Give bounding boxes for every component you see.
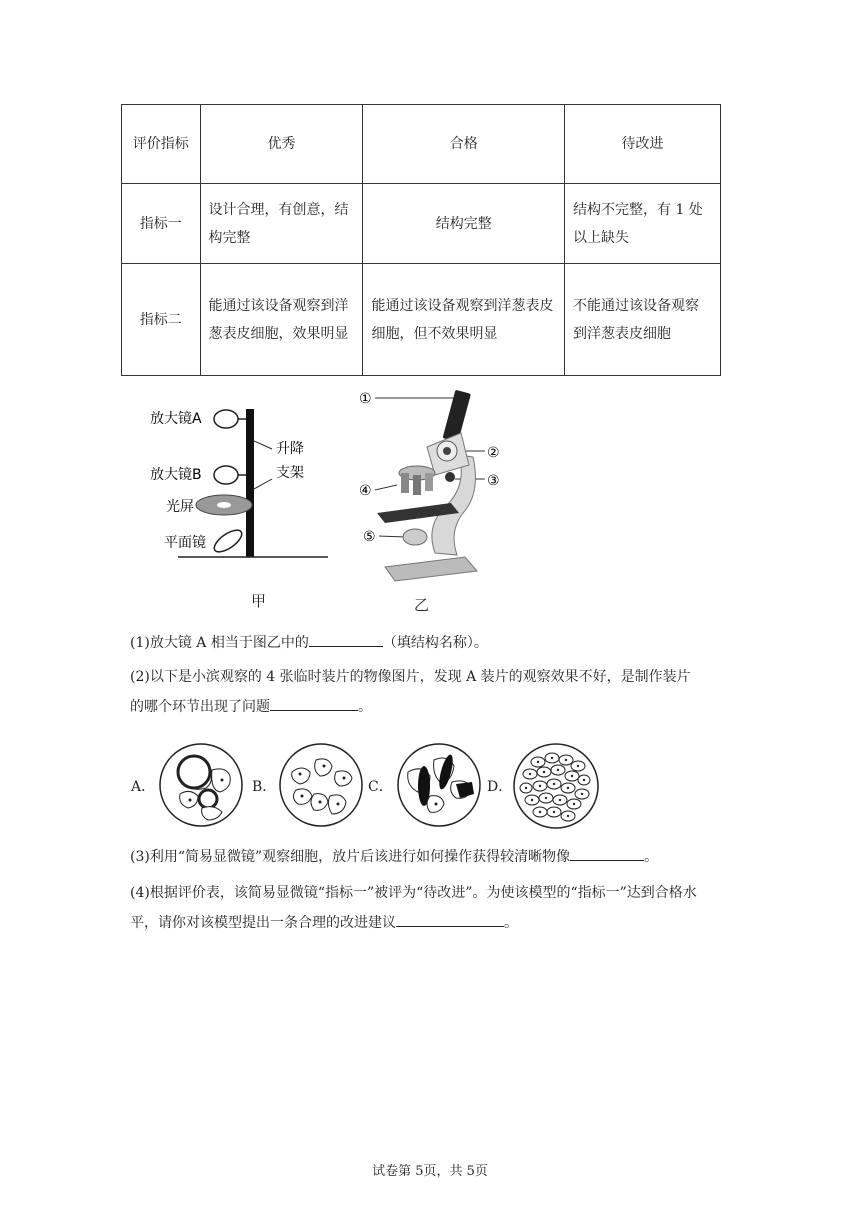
- question-2: [130, 662, 730, 722]
- question-2-line-1: (2)以下是小滨观察的 4 张临时装片的物像图片，发现 A 装片的观察效果不好，是制作装片: [130, 669, 691, 685]
- table-cell: 能通过该设备观察到洋葱表皮细胞，效果明显: [200, 264, 363, 376]
- question-2-end: 。: [358, 699, 372, 715]
- marker-1: ①: [359, 391, 372, 407]
- option-a-label[interactable]: A．: [131, 779, 156, 795]
- magnifier-a-label: 放大镜A: [150, 411, 202, 427]
- objective-lens: [401, 473, 409, 493]
- magnifier-a: [214, 410, 238, 428]
- figure-yi-caption: 乙: [414, 596, 430, 614]
- question-3-text: (3)利用“简易显微镜”观察细胞，放片后该进行如何操作获得较清晰物像: [130, 849, 571, 865]
- marker-5: ⑤: [363, 529, 376, 545]
- table-cell: 结构完整: [363, 184, 565, 264]
- light-screen-label: 光屏: [166, 499, 194, 515]
- question-1: [130, 628, 730, 658]
- simple-microscope-diagram: [140, 395, 340, 565]
- marker-line: [375, 485, 397, 490]
- table-header-cell: 评价指标: [122, 105, 201, 184]
- page-footer: 试卷第 5页，共 5页: [372, 1164, 488, 1179]
- option-c-image[interactable]: [396, 742, 482, 828]
- stand-pointer: [254, 479, 272, 489]
- question-1-text-end: （填结构名称）。: [382, 635, 488, 651]
- question-4-line-1: (4)根据评价表，该简易显微镜“指标一”被评为“待改进”。为使该模型的“指标一”达到合格水: [130, 885, 697, 901]
- light-screen-hole: [217, 502, 231, 508]
- option-b-image[interactable]: [278, 742, 364, 828]
- table-cell: 指标二: [122, 264, 201, 376]
- magnifier-b: [214, 466, 238, 484]
- stand-pointer: [254, 441, 272, 449]
- option-b-label[interactable]: B．: [252, 779, 277, 795]
- question-3: [130, 842, 730, 872]
- question-4: [130, 878, 730, 938]
- objective-lens: [413, 475, 421, 495]
- magnifier-b-label: 放大镜B: [150, 467, 202, 483]
- plane-mirror: [211, 526, 245, 556]
- option-c-label[interactable]: C．: [368, 779, 393, 795]
- question-4-line-2: 平，请你对该模型提出一条合理的改进建议: [130, 915, 396, 931]
- table-cell: 指标一: [122, 184, 201, 264]
- answer-blank[interactable]: [309, 630, 383, 647]
- question-4-end: 。: [504, 915, 518, 931]
- question-2-line-2: 的哪个环节出现了问题: [130, 699, 270, 715]
- option-d-label[interactable]: D．: [487, 779, 513, 795]
- marker-3: ③: [487, 473, 500, 489]
- table-row: [122, 184, 721, 264]
- table-row: [122, 264, 721, 376]
- marker-4: ④: [359, 483, 372, 499]
- knob-center: [443, 447, 451, 455]
- table-header-cell: 优秀: [200, 105, 363, 184]
- figure-jia-caption: 甲: [251, 592, 267, 610]
- table-header-row: [122, 105, 721, 184]
- option-d-image[interactable]: [512, 742, 600, 830]
- lift-stand: [246, 409, 254, 557]
- evaluation-table: [121, 104, 721, 376]
- marker-2: ②: [487, 445, 500, 461]
- table-header-cell: 合格: [363, 105, 565, 184]
- microscope-base: [385, 557, 477, 581]
- table-cell: 能通过该设备观察到洋葱表皮细胞，但不效果明显: [363, 264, 565, 376]
- mirror-label: 平面镜: [164, 535, 206, 551]
- option-a-image[interactable]: [158, 742, 244, 828]
- table-cell: 不能通过该设备观察到洋葱表皮细胞: [565, 264, 721, 376]
- microscope-diagram: [355, 385, 515, 585]
- fine-focus-knob: [445, 472, 455, 482]
- answer-blank[interactable]: [570, 844, 644, 861]
- objective-lens: [425, 473, 433, 491]
- question-1-text: (1)放大镜 A 相当于图乙中的: [130, 635, 309, 651]
- question-3-end: 。: [644, 849, 659, 865]
- stand-label-line2: 支架: [276, 465, 304, 481]
- microscope-mirror: [403, 529, 427, 545]
- table-header-cell: 待改进: [565, 105, 721, 184]
- answer-blank[interactable]: [396, 910, 504, 927]
- stand-label-line1: 升降: [276, 441, 304, 457]
- table-cell: 设计合理，有创意，结构完整: [200, 184, 363, 264]
- table-cell: 结构不完整，有 1 处以上缺失: [565, 184, 721, 264]
- answer-blank[interactable]: [270, 694, 358, 711]
